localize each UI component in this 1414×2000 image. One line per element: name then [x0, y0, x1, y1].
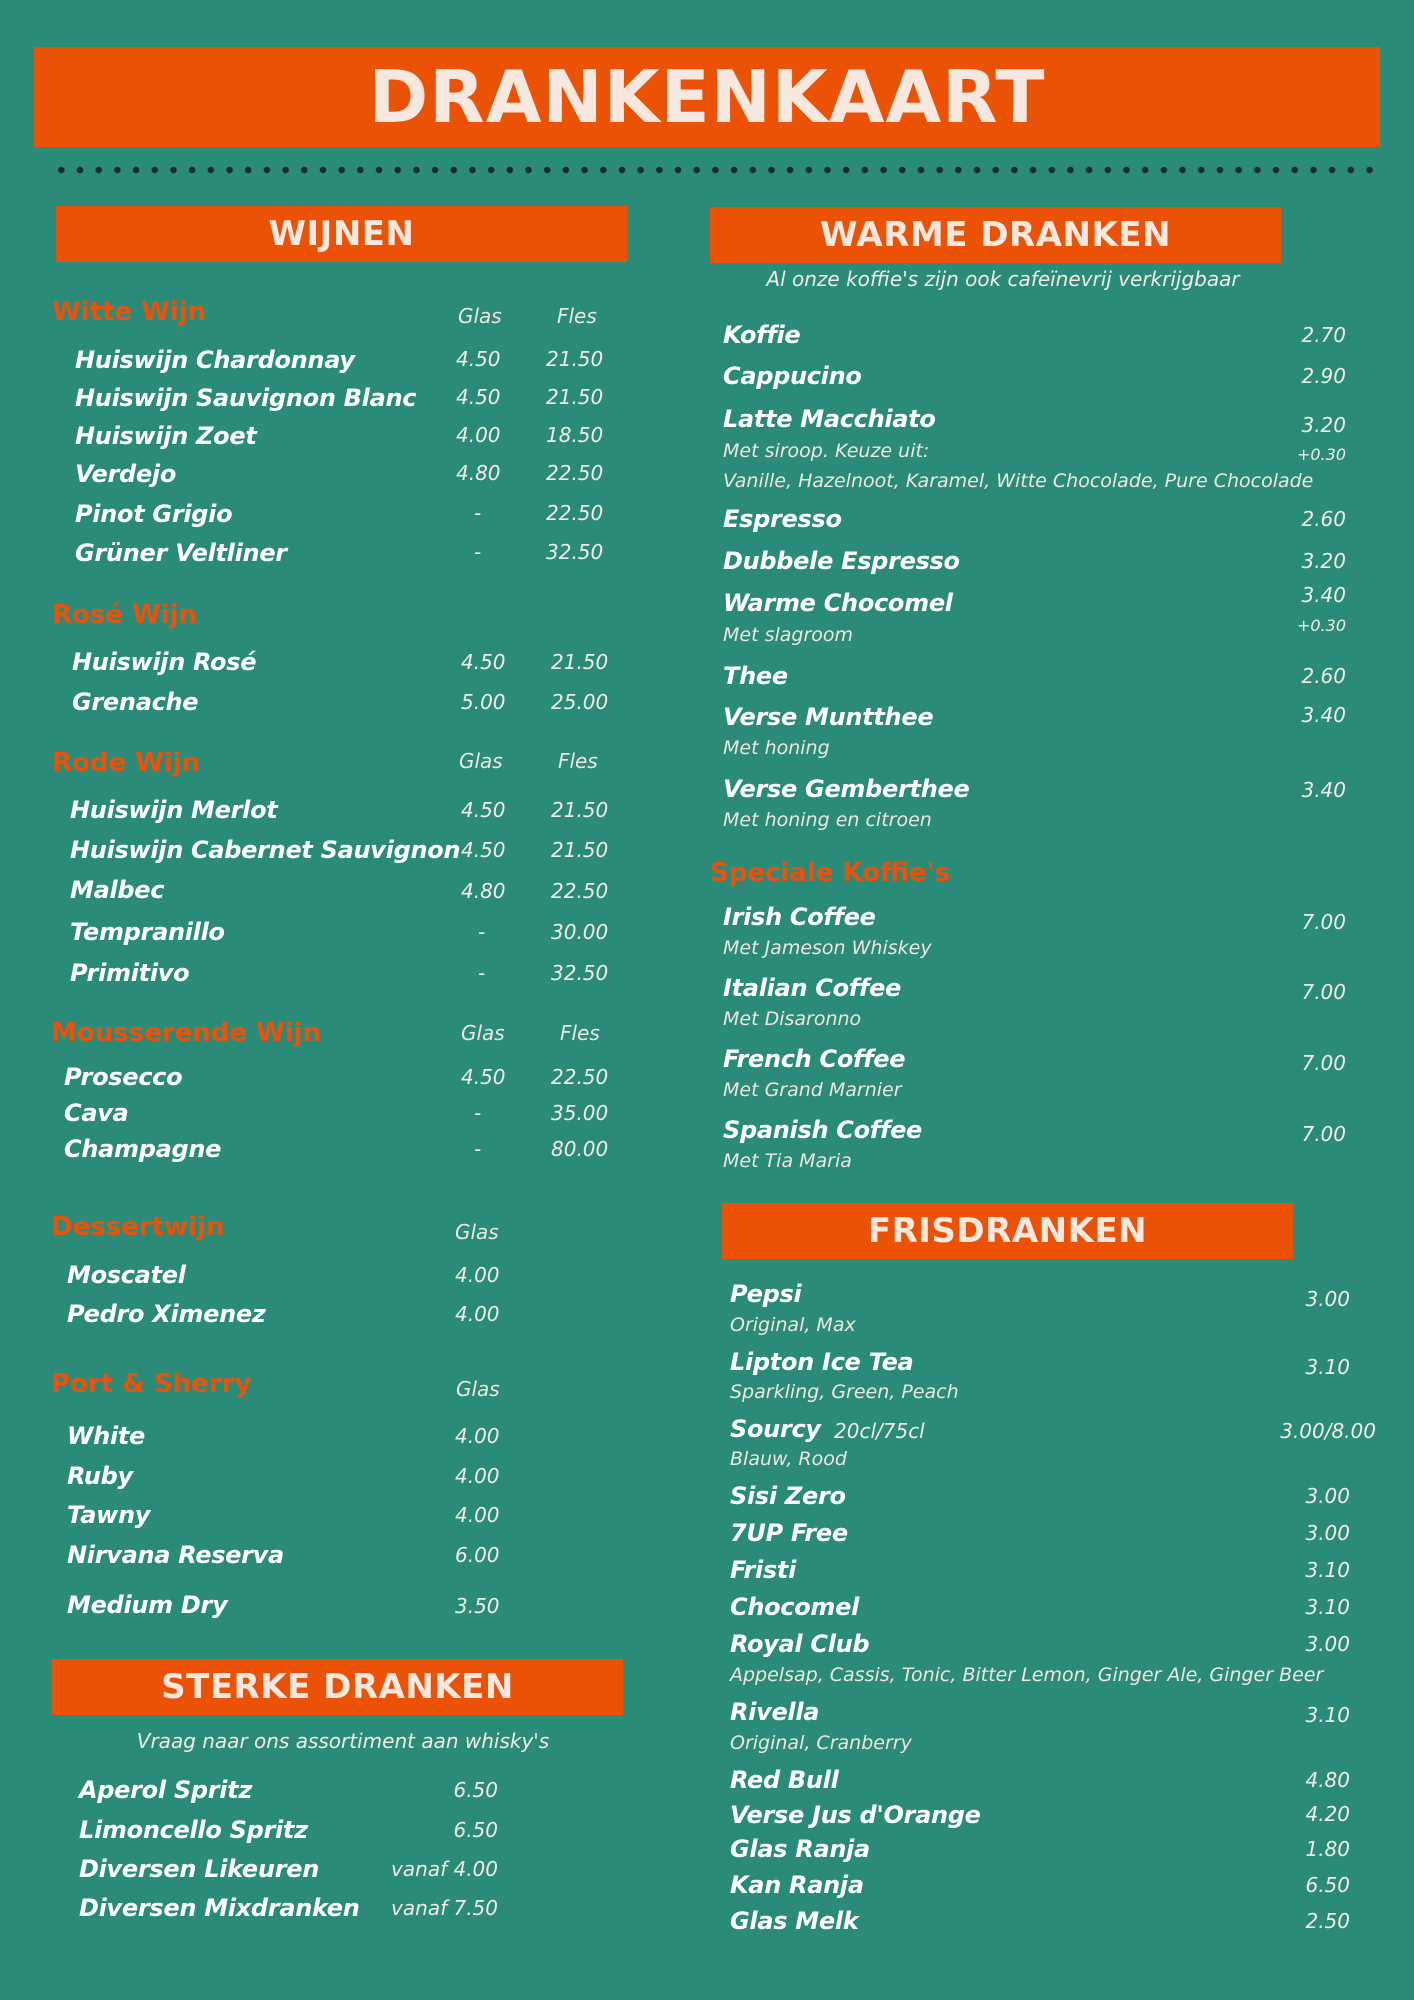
price: 3.10 [1305, 1558, 1350, 1582]
menu-item: Irish Coffee [723, 903, 876, 931]
sterke-dranken-note: Vraag naar ons assortiment aan whisky's [136, 1729, 550, 1753]
price-fles: 22.50 [546, 461, 604, 485]
menu-item: French Coffee [723, 1045, 906, 1073]
menu-item: Tawny [67, 1501, 151, 1529]
menu-item: Ruby [67, 1462, 133, 1490]
price-fles: 32.50 [551, 961, 609, 985]
column-header-fles: Fles [560, 1021, 600, 1045]
menu-item: Moscatel [67, 1261, 186, 1289]
page-title: DRANKENKAART [368, 55, 1046, 139]
menu-item: Sourcy [730, 1415, 821, 1443]
price: 6.50 [453, 1778, 498, 1802]
menu-item: Kan Ranja [730, 1871, 864, 1899]
column-header-fles: Fles [558, 749, 598, 773]
menu-item: Medium Dry [67, 1591, 228, 1619]
menu-item: Koffie [723, 321, 801, 349]
menu-item: Pedro Ximenez [67, 1300, 266, 1328]
wijnen-heading: WIJNEN [56, 206, 627, 262]
menu-item: Limoncello Spritz [79, 1816, 308, 1844]
menu-item: Dubbele Espresso [723, 547, 960, 575]
price-fles: 35.00 [551, 1101, 609, 1125]
price-glas: 4.00 [456, 423, 501, 447]
price-fles: 32.50 [546, 540, 604, 564]
price-glas: - [478, 920, 486, 944]
menu-item: Tempranillo [70, 918, 225, 946]
menu-item: Thee [723, 662, 788, 690]
menu-item: Verse Gemberthee [723, 775, 970, 803]
menu-item: Diversen Likeuren [79, 1855, 319, 1883]
price-glas: 5.00 [461, 690, 506, 714]
price-glas: 4.00 [455, 1263, 500, 1287]
price-fles: 21.50 [551, 798, 609, 822]
menu-item: Champagne [64, 1135, 222, 1163]
menu-item: Pinot Grigio [75, 500, 233, 528]
menu-item: Verdejo [75, 460, 177, 488]
price: 7.00 [1301, 1051, 1346, 1075]
menu-item: Royal Club [730, 1630, 870, 1658]
price-glas: 4.00 [455, 1302, 500, 1326]
price-glas: 4.50 [461, 1065, 506, 1089]
price: 7.00 [1301, 910, 1346, 934]
column-header-glas: Glas [459, 749, 503, 773]
sterke-dranken-heading: STERKE DRANKEN [52, 1659, 623, 1715]
column-header-glas: Glas [461, 1021, 505, 1045]
price-extra: +0.30 [1296, 445, 1346, 464]
price: 3.20 [1301, 549, 1346, 573]
price-extra: +0.30 [1296, 616, 1346, 635]
menu-title-banner [34, 47, 1380, 147]
price-glas: - [478, 961, 486, 985]
price: 3.10 [1305, 1595, 1350, 1619]
menu-item: Nirvana Reserva [67, 1541, 284, 1569]
menu-item: Huiswijn Sauvignon Blanc [75, 384, 417, 412]
price-fles: 25.00 [551, 690, 609, 714]
price-fles: 30.00 [551, 920, 609, 944]
category-port-sherry: Port & Sherry [51, 1369, 252, 1399]
price-glas: 4.00 [455, 1503, 500, 1527]
menu-item: Grüner Veltliner [75, 539, 287, 567]
price-glas: - [474, 540, 482, 564]
item-description: Met Tia Maria [723, 1150, 852, 1172]
price-fles: 21.50 [551, 838, 609, 862]
price-glas: 4.00 [455, 1424, 500, 1448]
menu-item: Latte Macchiato [723, 405, 936, 433]
price: 2.90 [1301, 364, 1346, 388]
menu-item: Glas Melk [730, 1907, 859, 1935]
menu-item: Verse Jus d'Orange [730, 1801, 981, 1829]
menu-item: Huiswijn Merlot [70, 796, 278, 824]
category-mousserende-wijn: Mousserende Wijn [51, 1018, 322, 1048]
price: 6.50 [453, 1818, 498, 1842]
price: 3.00 [1305, 1484, 1350, 1508]
menu-item: Rivella [730, 1698, 820, 1726]
price: 3.10 [1305, 1703, 1350, 1727]
price-glas: - [474, 1137, 482, 1161]
price: 3.10 [1305, 1355, 1350, 1379]
item-description: Original, Max [730, 1314, 856, 1336]
menu-item: Pepsi [730, 1280, 802, 1308]
menu-item: Huiswijn Rosé [72, 648, 257, 676]
item-description: Met Disaronno [723, 1008, 862, 1030]
price: 3.00 [1305, 1287, 1350, 1311]
item-description: Vanille, Hazelnoot, Karamel, Witte Chocolade, Pure Chocolade [723, 470, 1314, 492]
frisdranken-heading: FRISDRANKEN [722, 1203, 1293, 1259]
item-description: Met honing en citroen [723, 809, 932, 831]
item-description: Original, Cranberry [730, 1732, 912, 1754]
menu-item: Chocomel [730, 1593, 860, 1621]
price: 3.00/8.00 [1280, 1419, 1376, 1443]
item-description: Appelsap, Cassis, Tonic, Bitter Lemon, Ginger Ale, Ginger Beer [730, 1664, 1324, 1686]
price: 7.00 [1301, 1122, 1346, 1146]
item-description: Met Grand Marnier [723, 1079, 902, 1101]
price-fles: 21.50 [551, 650, 609, 674]
menu-item: Glas Ranja [730, 1835, 870, 1863]
price-glas: 4.50 [461, 798, 506, 822]
price-glas: 3.50 [455, 1594, 500, 1618]
menu-item: White [67, 1422, 146, 1450]
menu-item: Warme Chocomel [723, 589, 953, 617]
price-glas: 6.00 [455, 1543, 500, 1567]
menu-item: Verse Muntthee [723, 703, 934, 731]
column-header-glas: Glas [456, 1377, 500, 1401]
price: 2.60 [1301, 664, 1346, 688]
menu-item: Italian Coffee [723, 974, 902, 1002]
warme-dranken-heading: WARME DRANKEN [710, 207, 1281, 263]
menu-item: Cava [64, 1099, 129, 1127]
price-glas: 4.80 [456, 461, 501, 485]
price-glas: - [474, 1101, 482, 1125]
price: 3.40 [1301, 778, 1346, 802]
menu-item: Cappucino [723, 362, 862, 390]
menu-item: Fristi [730, 1556, 797, 1584]
column-header-glas: Glas [458, 304, 502, 328]
price: 3.00 [1305, 1521, 1350, 1545]
price-fles: 18.50 [546, 423, 604, 447]
price: vanaf 7.50 [391, 1896, 498, 1920]
menu-item: Primitivo [70, 959, 190, 987]
price: 3.40 [1301, 703, 1346, 727]
menu-item: Spanish Coffee [723, 1116, 923, 1144]
item-description: Blauw, Rood [730, 1448, 847, 1470]
item-description: Met siroop. Keuze uit: [723, 440, 930, 462]
price: 3.40 [1301, 583, 1346, 607]
price: 2.50 [1305, 1909, 1350, 1933]
price-fles: 22.50 [551, 879, 609, 903]
price: 3.00 [1305, 1632, 1350, 1656]
item-description: Met slagroom [723, 624, 854, 646]
price-fles: 22.50 [546, 501, 604, 525]
price: 1.80 [1305, 1837, 1350, 1861]
menu-item: Red Bull [730, 1766, 839, 1794]
price-fles: 21.50 [546, 347, 604, 371]
category-witte-wijn: Witte Wijn [52, 297, 207, 327]
category-dessertwijn: Dessertwijn [51, 1212, 225, 1242]
price: 6.50 [1305, 1873, 1350, 1897]
menu-item: 7UP Free [730, 1519, 848, 1547]
column-header-fles: Fles [557, 304, 597, 328]
menu-item: Malbec [70, 876, 165, 904]
column-header-glas: Glas [455, 1220, 499, 1244]
menu-item: Sisi Zero [730, 1482, 846, 1510]
price: 4.80 [1305, 1768, 1350, 1792]
price-glas: 4.00 [455, 1464, 500, 1488]
menu-item: Huiswijn Zoet [75, 422, 257, 450]
menu-item: Huiswijn Cabernet Sauvignon [70, 836, 461, 864]
price: 2.60 [1301, 507, 1346, 531]
menu-item: Huiswijn Chardonnay [75, 346, 355, 374]
price-glas: 4.50 [456, 385, 501, 409]
menu-item: Aperol Spritz [79, 1776, 253, 1804]
dotted-divider [52, 166, 1382, 174]
menu-item: Diversen Mixdranken [79, 1894, 360, 1922]
category-rose-wijn: Rosé Wijn [52, 600, 198, 630]
price-glas: 4.50 [456, 347, 501, 371]
category-speciale-koffies: Speciale Koffie's [710, 858, 951, 888]
item-description: Sparkling, Green, Peach [730, 1381, 959, 1403]
price-glas: - [474, 501, 482, 525]
menu-item: Espresso [723, 505, 842, 533]
menu-item: Prosecco [64, 1063, 183, 1091]
price: 3.20 [1301, 413, 1346, 437]
item-description: Met honing [723, 737, 830, 759]
menu-item: Grenache [72, 688, 199, 716]
price-fles: 21.50 [546, 385, 604, 409]
price-glas: 4.50 [461, 838, 506, 862]
item-size: 20cl/75cl [834, 1419, 925, 1443]
price: 7.00 [1301, 980, 1346, 1004]
price-glas: 4.80 [461, 879, 506, 903]
price: 2.70 [1301, 323, 1346, 347]
category-rode-wijn: Rode Wijn [52, 748, 201, 778]
price: 4.20 [1305, 1802, 1350, 1826]
price-fles: 80.00 [551, 1137, 609, 1161]
price: vanaf 4.00 [391, 1857, 498, 1881]
price-fles: 22.50 [551, 1065, 609, 1089]
item-description: Met Jameson Whiskey [723, 937, 932, 959]
price-glas: 4.50 [461, 650, 506, 674]
menu-item: Lipton Ice Tea [730, 1348, 914, 1376]
warme-dranken-note: Al onze koffie's zijn ook cafeïnevrij verkrijgbaar [766, 267, 1240, 291]
